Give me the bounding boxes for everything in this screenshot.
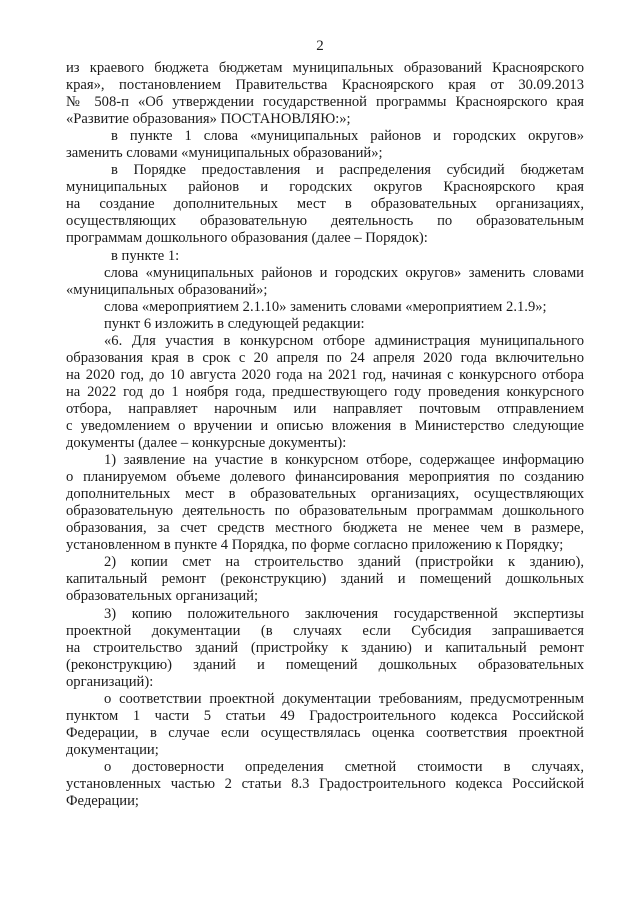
- text-line: 2) копии смет на строительство зданий (пристройки к зданию),: [104, 554, 584, 571]
- text-line: осуществляющих образовательную деятельность по образовательным: [66, 213, 584, 230]
- text-line: документации;: [66, 741, 159, 758]
- text-line: «6. Для участия в конкурсном отборе администрация муниципального: [104, 332, 584, 349]
- text-line: на 2022 год до 1 ноября года, предшествующего году проведения конкурсного: [66, 383, 584, 400]
- text-line: в пункте 1:: [111, 247, 180, 264]
- text-line: образования, за счет средств местного бюджета не менее чем в размере,: [66, 520, 584, 537]
- text-line: 3) копию положительного заключения государственной экспертизы: [104, 605, 584, 622]
- text-line: о планируемом объеме долевого финансирования мероприятия по созданию: [66, 469, 584, 486]
- text-line: 1) заявление на участие в конкурсном отборе, содержащее информацию: [104, 452, 584, 469]
- text-line: Федерации, в случае если осуществлялась оценка соответствия проектной: [66, 724, 584, 741]
- text-line: с уведомлением о вручении и описью вложения в Министерство следующие: [66, 417, 584, 434]
- text-line: о соответствии проектной документации требованиям, предусмотренным: [104, 690, 584, 707]
- text-line: (реконструкцию) зданий и помещений дошкольных образовательных: [66, 656, 584, 673]
- text-line: установленном в пункте 4 Порядка, по форме согласно приложению к Порядку;: [66, 537, 564, 554]
- text-line: на 2020 год, до 10 августа 2020 года на 2021 год, начиная с конкурсного отбора: [66, 366, 584, 383]
- page-number: 2: [316, 38, 324, 54]
- document-body: [66, 60, 584, 810]
- text-line: документы (далее – конкурсные документы):: [66, 435, 347, 452]
- text-line: программам дошкольного образования (далее – Порядок):: [66, 230, 428, 247]
- text-line: муниципальных районов и городских округов Красноярского края: [66, 179, 584, 196]
- text-line: образования края в срок с 20 апреля по 24 апреля 2020 года включительно: [66, 349, 584, 366]
- text-line: о достоверности определения сметной стоимости в случаях,: [104, 758, 584, 775]
- text-line: организаций):: [66, 673, 154, 690]
- text-line: пунктом 1 части 5 статьи 49 Градостроительного кодекса Российской: [66, 707, 584, 724]
- text-line: Федерации;: [66, 793, 139, 810]
- text-line: из краевого бюджета бюджетам муниципальных образований Красноярского: [66, 60, 584, 76]
- text-line: в пункте 1 слова «муниципальных районов и городских округов»: [111, 128, 584, 145]
- text-line: на строительство зданий (пристройку к зданию) и капитальный ремонт: [66, 639, 584, 656]
- text-line: слова «мероприятием 2.1.10» заменить словами «мероприятием 2.1.9»;: [104, 298, 547, 315]
- text-line: отбора, направляет нарочным или направляет почтовым отправлением: [66, 400, 584, 417]
- text-line: заменить словами «муниципальных образований»;: [66, 145, 383, 162]
- text-line: проектной документации (в случаях если Субсидия запрашивается: [66, 622, 584, 639]
- text-line: № 508-п «Об утверждении государственной программы Красноярского края: [66, 94, 584, 111]
- text-line: на создание дополнительных мест в образовательных организациях,: [66, 196, 584, 213]
- text-line: пункт 6 изложить в следующей редакции:: [104, 315, 365, 332]
- text-line: края», постановлением Правительства Красноярского края от 30.09.2013: [66, 77, 584, 94]
- text-line: установленных частью 2 статьи 8.3 Градостроительного кодекса Российской: [66, 775, 584, 792]
- text-line: образовательных организаций;: [66, 588, 259, 605]
- text-line: в Порядке предоставления и распределения субсидий бюджетам: [111, 162, 584, 179]
- text-line: «муниципальных образований»;: [66, 281, 268, 298]
- text-line: образовательную деятельность по образовательным программам дошкольного: [66, 503, 584, 520]
- text-line: капитальный ремонт (реконструкцию) зданий и помещений дошкольных: [66, 571, 584, 588]
- text-line: «Развитие образования» ПОСТАНОВЛЯЮ:»;: [66, 111, 351, 128]
- text-line: дополнительных мест в образовательных организациях, осуществляющих: [66, 486, 584, 503]
- text-line: слова «муниципальных районов и городских округов» заменить словами: [104, 264, 584, 281]
